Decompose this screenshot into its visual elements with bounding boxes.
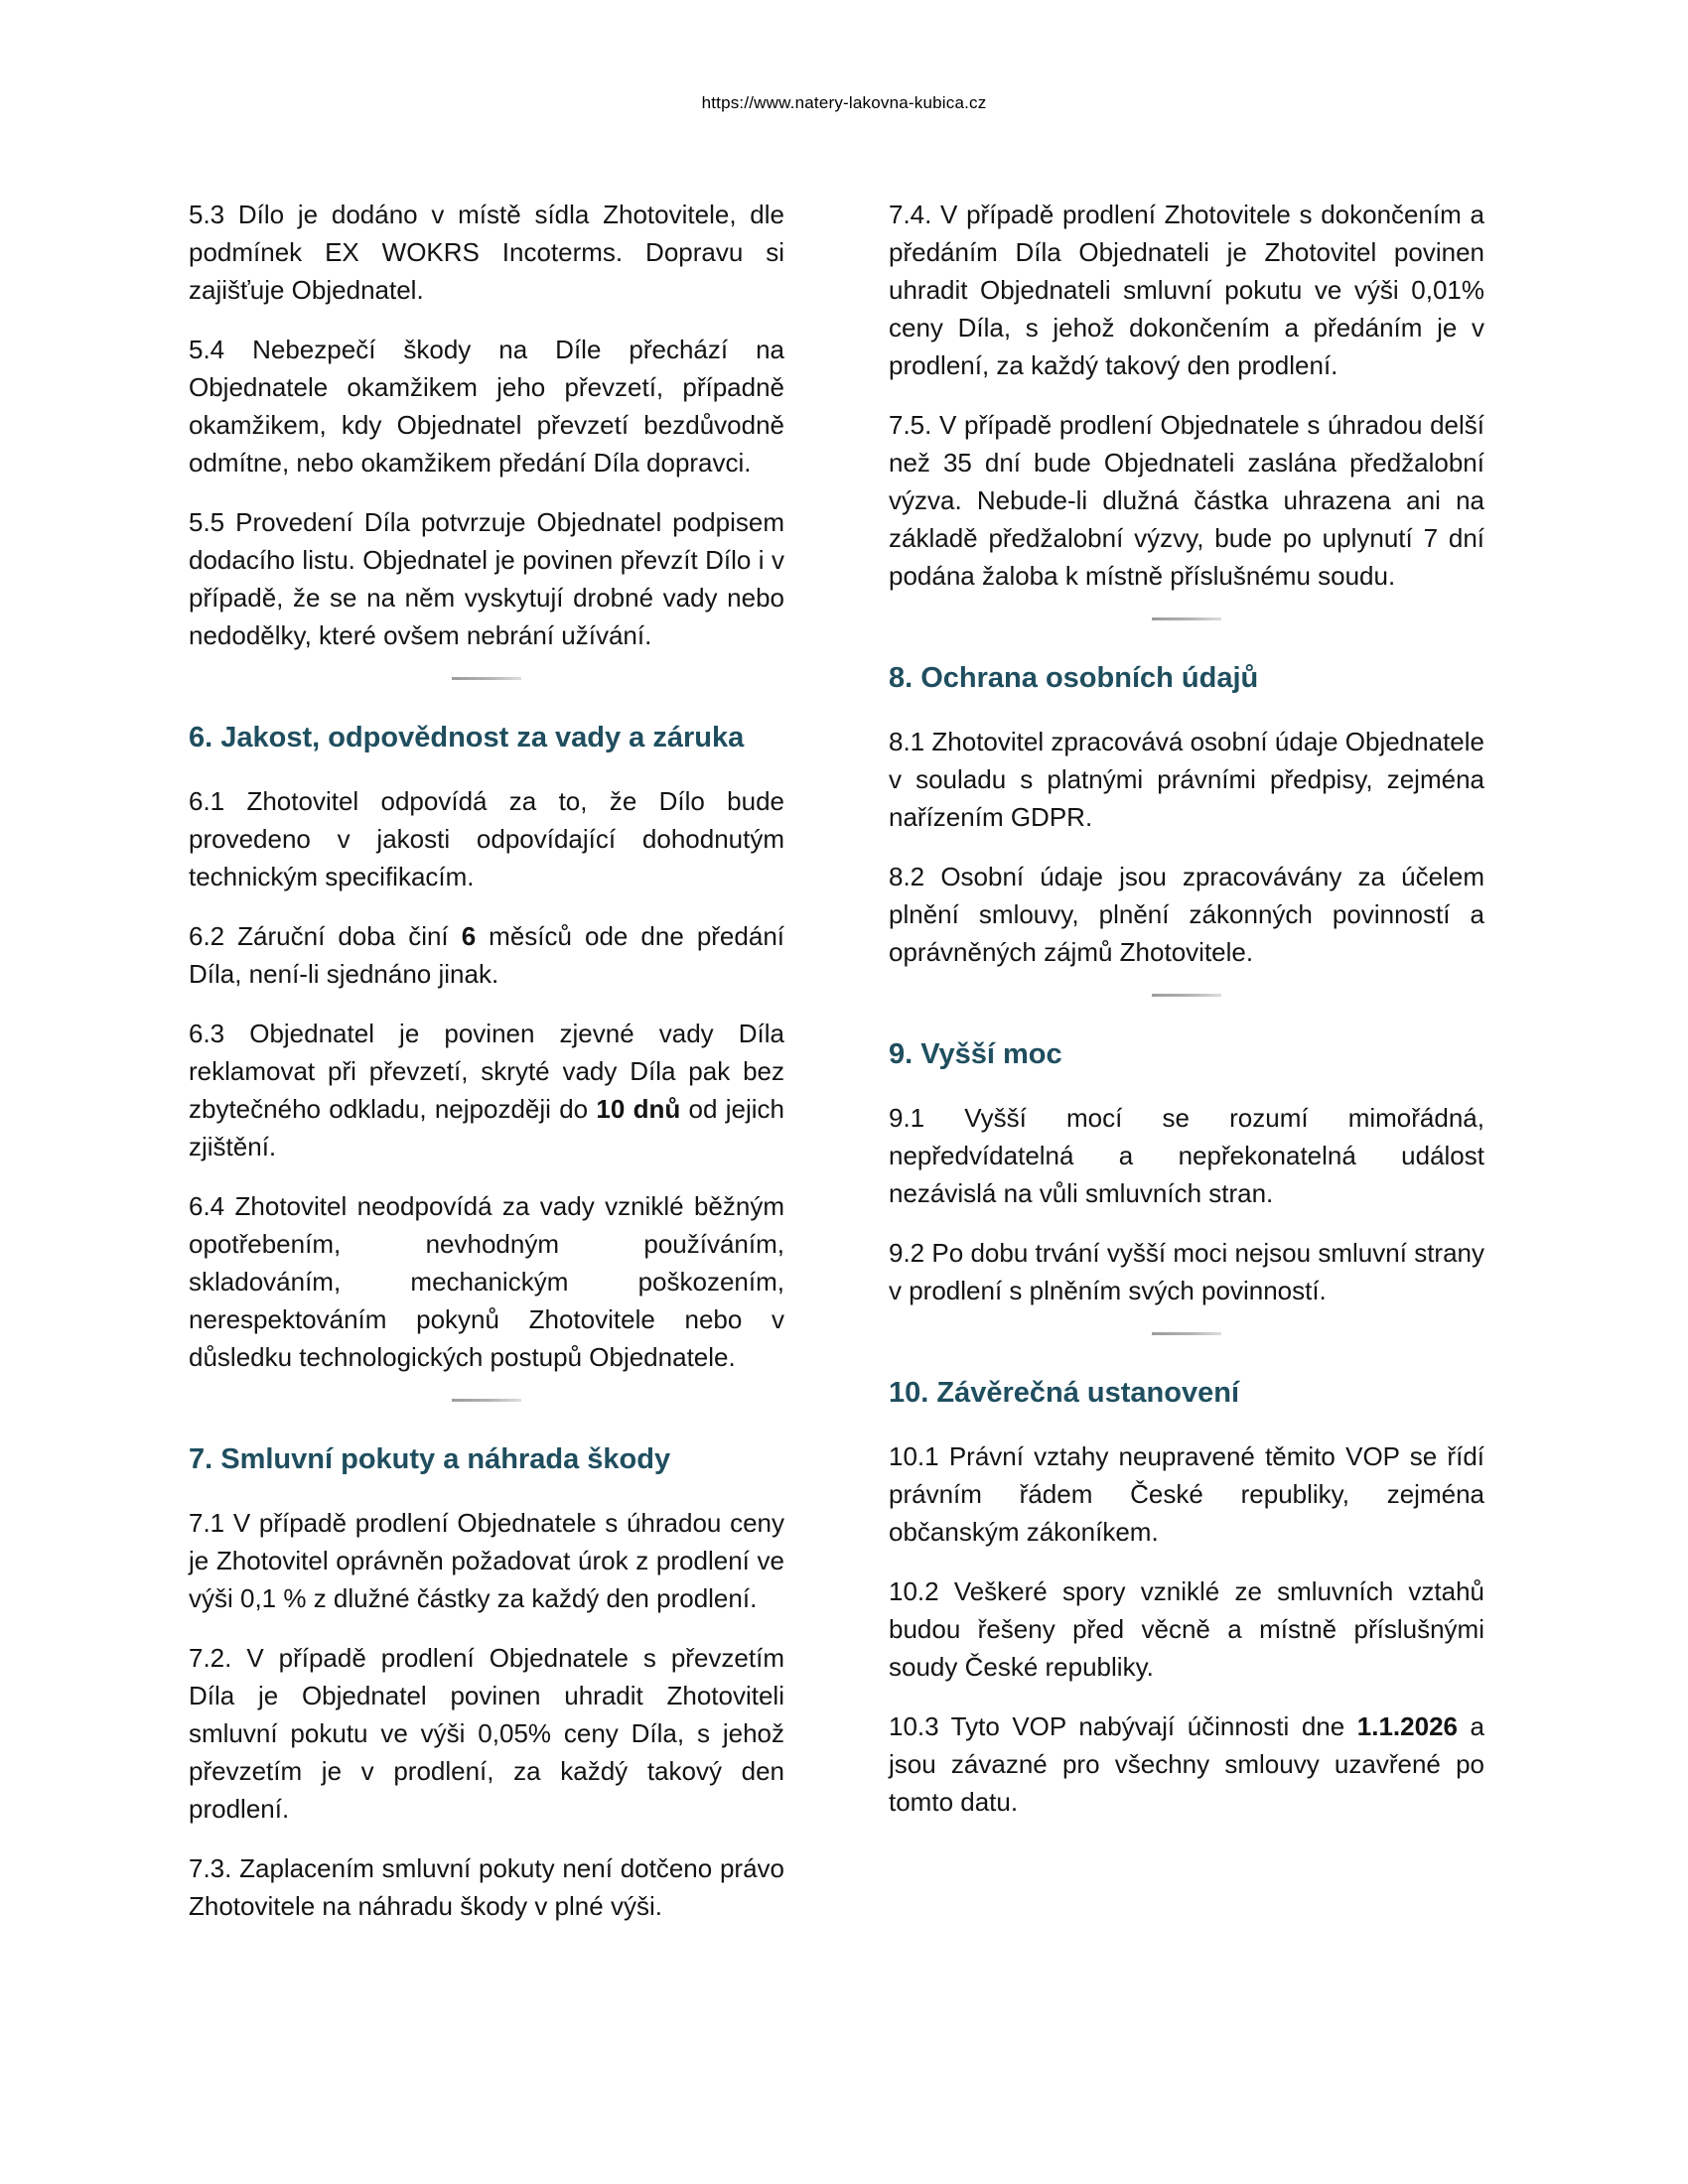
page-header-url: https://www.natery-lakovna-kubica.cz: [701, 93, 987, 112]
section-divider: [189, 676, 784, 680]
left-column: [189, 196, 784, 1947]
section-divider: [889, 616, 1484, 620]
two-column-text-area: [189, 196, 1484, 1947]
paragraph-7-3: 7.3. Zaplacením smluvní pokuty není dotčeno právo Zhotovitele na náhradu škody v plné výši.: [189, 1853, 784, 1921]
paragraph-9-1: 9.1 Vyšší mocí se rozumí mimořádná, nepředvídatelná a nepřekonatelná událost nezávislá na vůli smluvních stran.: [889, 1103, 1484, 1208]
section-heading-9: 9. Vyšší moc: [889, 1038, 1062, 1070]
divider-line: [452, 677, 521, 680]
paragraph-6-4: 6.4 Zhotovitel neodpovídá za vady vzniklé běžným opotřebením, nevhodným používáním, skladováním, mechanickým poškozením, nerespektováním pokynů Zhotovitele nebo v důsledku technologických postupů Objednatele.: [189, 1191, 784, 1372]
paragraph-7-5: 7.5. V případě prodlení Objednatele s úhradou delší než 35 dní bude Objednateli zaslána předžalobní výzva. Nebude-li dlužná částka uhrazena ani na základě předžalobní výzvy, bude po uplynutí 7 dní podána žaloba k místně příslušnému soudu.: [889, 410, 1484, 591]
paragraph-7-4: 7.4. V případě prodlení Zhotovitele s dokončením a předáním Díla Objednateli je Zhotovitel povinen uhradit Objednateli smluvní pokutu ve výši 0,01% ceny Díla, s jehož dokončením a předáním je v prodlení, za každý takový den prodlení.: [889, 200, 1484, 380]
paragraph-5-5: 5.5 Provedení Díla potvrzuje Objednatel podpisem dodacího listu. Objednatel je povinen převzít Dílo i v případě, že se na něm vyskytují drobné vady nebo nedodělky, které ovšem nebrání užívání.: [189, 507, 784, 650]
divider-line: [1152, 1332, 1221, 1335]
paragraph-7-1: 7.1 V případě prodlení Objednatele s úhradou ceny je Zhotovitel oprávněn požadovat úrok z prodlení ve výši 0,1 % z dlužné částky za každý den prodlení.: [189, 1508, 784, 1613]
paragraph-5-3: 5.3 Dílo je dodáno v místě sídla Zhotovitele, dle podmínek EX WOKRS Incoterms. Dopravu si zajišťuje Objednatel.: [189, 200, 784, 305]
paragraph-10-1: 10.1 Právní vztahy neupravené těmito VOP se řídí právním řádem České republiky, zejména občanským zákoníkem.: [889, 1441, 1484, 1547]
paragraph-6-2: 6.2 Záruční doba činí 6 měsíců ode dne předání Díla, není-li sjednáno jinak.: [189, 921, 784, 989]
section-heading-7: 7. Smluvní pokuty a náhrada škody: [189, 1443, 671, 1475]
section-heading-8: 8. Ochrana osobních údajů: [889, 662, 1259, 694]
paragraph-10-3: 10.3 Tyto VOP nabývají účinnosti dne 1.1.2026 a jsou závazné pro všechny smlouvy uzavřené po tomto datu.: [889, 1711, 1484, 1817]
paragraph-9-2: 9.2 Po dobu trvání vyšší moci nejsou smluvní strany v prodlení s plněním svých povinností.: [889, 1238, 1484, 1305]
section-divider: [889, 1331, 1484, 1335]
bold-run: 10 dnů: [596, 1094, 681, 1124]
section-divider: [189, 1398, 784, 1402]
divider-line: [1152, 994, 1221, 997]
divider-line: [452, 1399, 521, 1402]
bold-run: 6: [461, 921, 477, 951]
right-column: [889, 196, 1484, 1947]
paragraph-7-2: 7.2. V případě prodlení Objednatele s převzetím Díla je Objednatel povinen uhradit Zhotoviteli smluvní pokutu ve výši 0,05% ceny Díla, s jehož převzetím je v prodlení, za každý takový den prodlení.: [189, 1643, 784, 1824]
paragraph-8-1: 8.1 Zhotovitel zpracovává osobní údaje Objednatele v souladu s platnými právními předpisy, zejména nařízením GDPR.: [889, 727, 1484, 832]
divider-line: [1152, 617, 1221, 620]
section-divider: [889, 993, 1484, 997]
paragraph-8-2: 8.2 Osobní údaje jsou zpracovávány za účelem plnění smlouvy, plnění zákonných povinností a oprávněných zájmů Zhotovitele.: [889, 862, 1484, 967]
paragraph-6-1: 6.1 Zhotovitel odpovídá za to, že Dílo bude provedeno v jakosti odpovídající dohodnutým technickým specifikacím.: [189, 786, 784, 891]
paragraph-5-4: 5.4 Nebezpečí škody na Díle přechází na Objednatele okamžikem jeho převzetí, případně okamžikem, kdy Objednatel převzetí bezdůvodně odmítne, nebo okamžikem předání Díla dopravci.: [189, 335, 784, 478]
paragraph-10-2: 10.2 Veškeré spory vzniklé ze smluvních vztahů budou řešeny před věcně a místně příslušnými soudy České republiky.: [889, 1576, 1484, 1682]
section-heading-10: 10. Závěrečná ustanovení: [889, 1377, 1239, 1409]
section-heading-6: 6. Jakost, odpovědnost za vady a záruka: [189, 722, 745, 753]
bold-run: 1.1.2026: [1356, 1711, 1458, 1741]
paragraph-6-3: 6.3 Objednatel je povinen zjevné vady Díla reklamovat při převzetí, skryté vady Díla pak bez zbytečného odkladu, nejpozději do 10 dnů od jejich zjištění.: [189, 1019, 785, 1161]
